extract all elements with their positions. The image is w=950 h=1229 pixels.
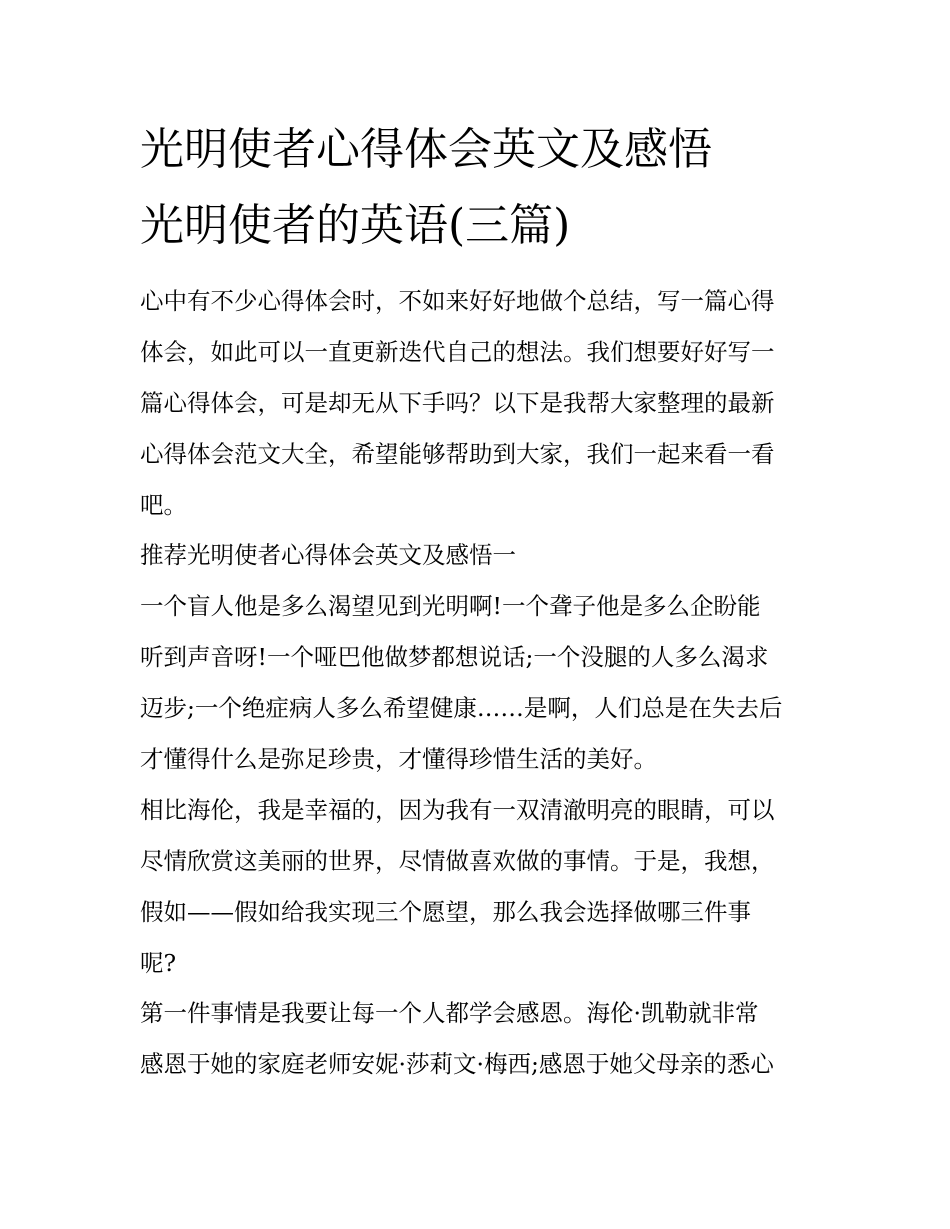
body-line: 心得体会范文大全，希望能够帮助到大家，我们一起来看一看	[140, 439, 775, 468]
body-line: 吧。	[140, 490, 187, 519]
body-line: 心中有不少心得体会时，不如来好好地做个总结，写一篇心得	[140, 287, 775, 315]
title-line: 光明使者心得体会英文及感悟	[140, 124, 712, 175]
body-line: 迈步;一个绝症病人多么希望健康……是啊，人们总是在失去后	[140, 694, 783, 723]
title-line: 光明使者的英语(三篇)	[140, 200, 571, 251]
body-line: 相比海伦，我是幸福的，因为我有一双清澈明亮的眼睛，可以	[140, 795, 775, 824]
document-title	[140, 112, 830, 264]
body-line: 体会，如此可以一直更新迭代自己的想法。我们想要好好写一	[140, 337, 775, 366]
body-line: 才懂得什么是弥足珍贵，才懂得珍惜生活的美好。	[140, 745, 657, 774]
body-line: 第一件事情是我要让每一个人都学会感恩。海伦·凯勒就非常	[140, 999, 759, 1028]
body-line: 篇心得体会，可是却无从下手吗？以下是我帮大家整理的最新	[140, 388, 775, 417]
section-heading: 推荐光明使者心得体会英文及感悟一	[140, 541, 516, 570]
body-line: 假如——假如给我实现三个愿望，那么我会选择做哪三件事	[140, 897, 751, 926]
body-line: 尽情欣赏这美丽的世界，尽情做喜欢做的事情。于是，我想，	[140, 846, 775, 875]
body-line: 呢?	[140, 948, 177, 977]
document-body	[140, 276, 820, 1090]
body-line: 一个盲人他是多么渴望见到光明啊!一个聋子他是多么企盼能	[140, 592, 761, 621]
body-line: 听到声音呀!一个哑巴他做梦都想说话;一个没腿的人多么渴求	[140, 643, 769, 672]
body-line: 感恩于她的家庭老师安妮·莎莉文·梅西;感恩于她父母亲的悉心	[140, 1050, 774, 1079]
